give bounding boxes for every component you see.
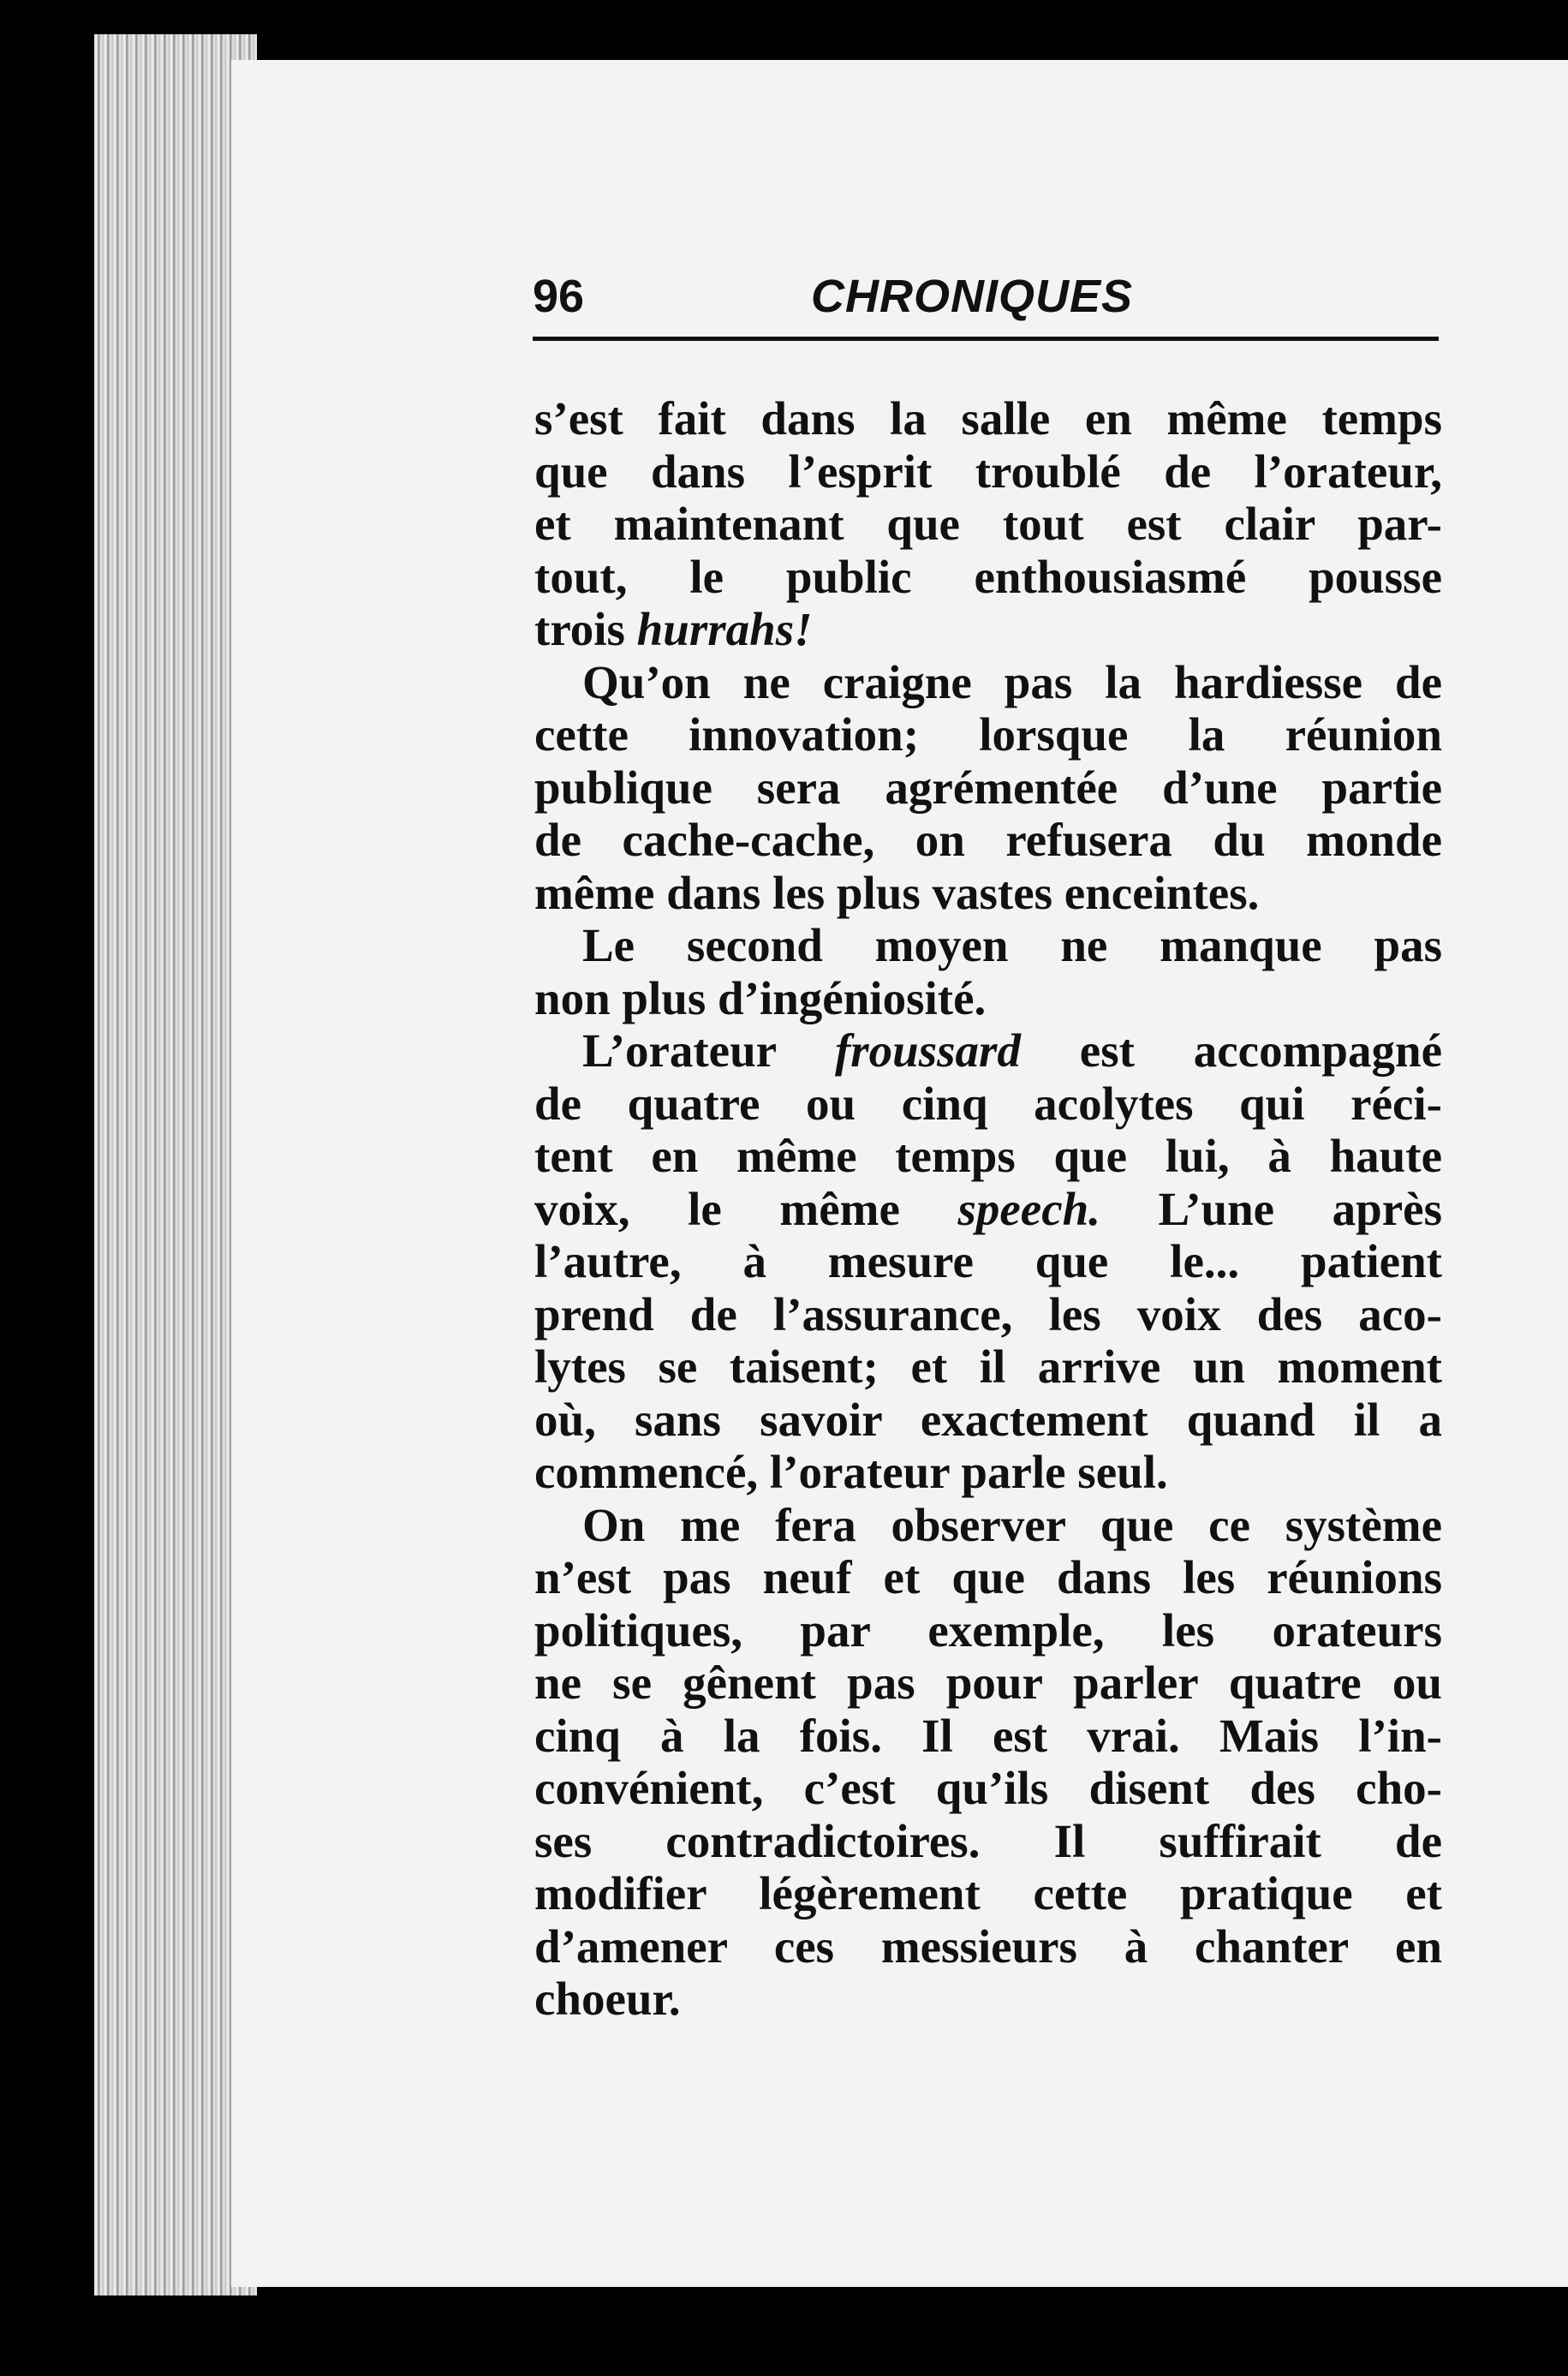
text-line: politiques, par exemple, les orateurs <box>534 1603 1442 1657</box>
line-text: L’une après <box>1100 1182 1442 1235</box>
text-line: cette innovation; lorsque la réunion <box>534 708 1442 761</box>
text-line: prend de l’assurance, les voix des aco- <box>534 1287 1442 1340</box>
text-line: que dans l’esprit troublé de l’orateur, <box>534 445 1442 498</box>
text-line: commencé, l’orateur parle seul. <box>534 1446 1168 1498</box>
text-line: de cache-cache, on refusera du monde <box>534 814 1442 866</box>
text-line: choeur. <box>534 1973 681 2025</box>
line-text: trois <box>534 603 637 655</box>
text-line: ne se gênent pas pour parler quatre ou <box>534 1657 1442 1709</box>
text-line <box>534 1024 1442 1078</box>
italic-word: hurrahs! <box>636 603 813 655</box>
text-line: n’est pas neuf et que dans les réunions <box>534 1551 1442 1603</box>
text-line: modifier légèrement cette pratique et <box>534 1867 1442 1919</box>
text-line: tent en même temps que lui, à haute <box>534 1130 1442 1182</box>
line-text: L’orateur <box>582 1024 835 1077</box>
text-line: Qu’on ne craigne pas la hardiesse de <box>582 655 1442 708</box>
text-line: et maintenant que tout est clair par- <box>534 498 1442 550</box>
text-line: On me fera observer que ce système <box>582 1498 1442 1551</box>
text-line: cinq à la fois. Il est vrai. Mais l’in- <box>534 1709 1442 1762</box>
italic-word: froussard <box>834 1024 1021 1077</box>
text-line: tout, le public enthousiasmé pousse <box>534 550 1442 603</box>
text-line: publique sera agrémentée d’une partie <box>534 761 1442 814</box>
text-line: même dans les plus vastes enceintes. <box>534 866 1260 919</box>
text-line: non plus d’ingéniosité. <box>534 971 987 1024</box>
text-line <box>534 603 1442 656</box>
text-line: lytes se taisent; et il arrive un moment <box>534 1340 1442 1393</box>
text-line: d’amener ces messieurs à chanter en <box>534 1919 1442 1973</box>
body-text <box>534 392 1442 2026</box>
text-line: de quatre ou cinq acolytes qui réci- <box>534 1077 1442 1130</box>
text-line: s’est fait dans la salle en même temps <box>534 392 1442 445</box>
running-head <box>533 270 1436 330</box>
running-title: CHRONIQUES <box>811 271 1134 322</box>
page-number: 96 <box>533 271 585 322</box>
text-line: convénient, c’est qu’ils disent des cho- <box>534 1762 1442 1814</box>
header-rule <box>533 337 1439 341</box>
text-line <box>534 1183 1442 1236</box>
text-line: où, sans savoir exactement quand il a <box>534 1393 1442 1446</box>
text-line: Le second moyen ne manque pas <box>582 919 1442 971</box>
text-line: ses contradictoires. Il suffirait de <box>534 1814 1442 1867</box>
text-line: l’autre, à mesure que le... patient <box>534 1235 1442 1287</box>
line-text: est accompagné <box>1020 1024 1442 1077</box>
italic-word: speech. <box>957 1182 1100 1235</box>
line-text: voix, le même <box>534 1182 958 1235</box>
